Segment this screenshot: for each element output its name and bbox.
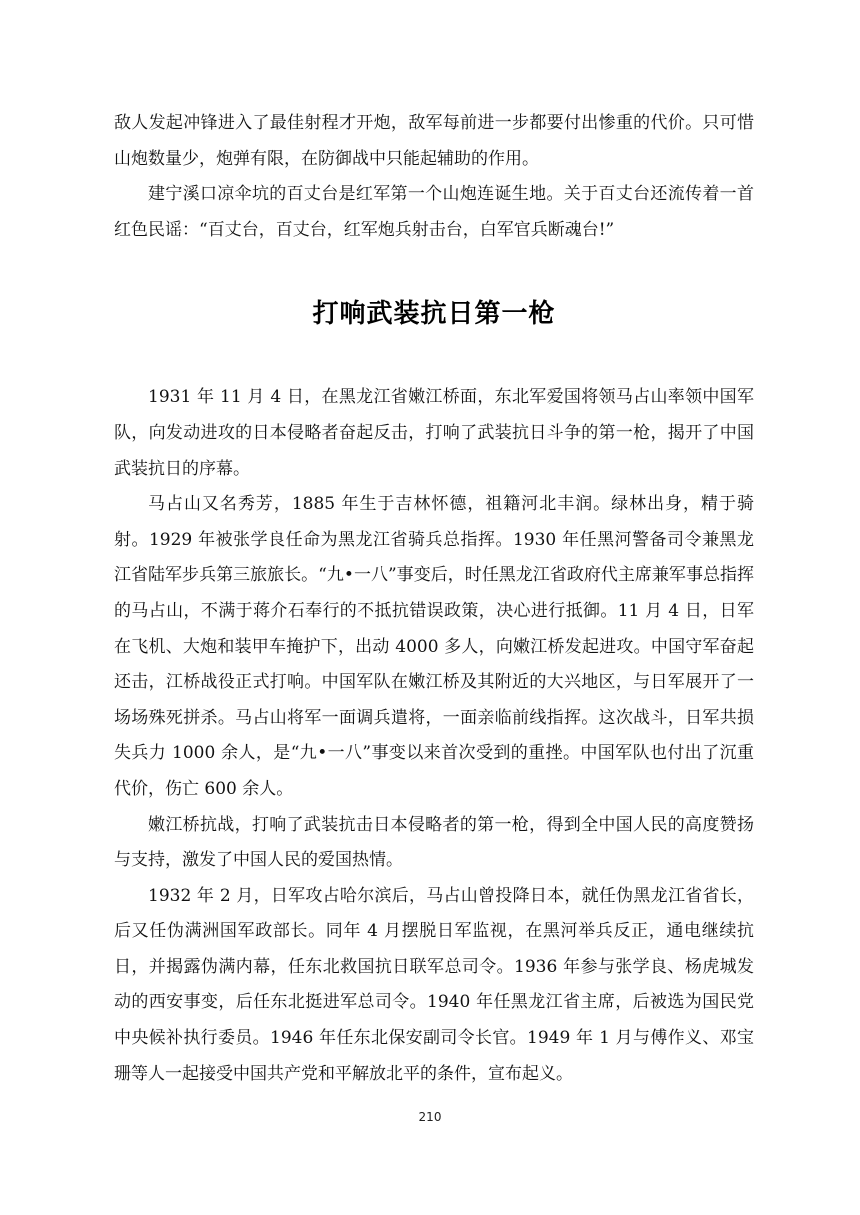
body-paragraph: 建宁溪口凉伞坑的百丈台是红军第一个山炮连诞生地。关于百丈台还流传着一首红色民谣：“百丈台，百丈台，红军炮兵射击台，白军官兵断魂台!” [114, 184, 754, 240]
body-paragraph: 1931 年 11 月 4 日，在黑龙江省嫩江桥面，东北军爱国将领马占山率领中国军队，向发动进攻的日本侵略者奋起反击，打响了武装抗日斗争的第一枪，揭开了中国武装抗日的序幕。 [114, 387, 754, 479]
body-paragraph: 1932 年 2 月，日军攻占哈尔滨后，马占山曾投降日本，就任伪黑龙江省省长，后又任伪满洲国军政部长。同年 4 月摆脱日军监视，在黑河举兵反正，通电继续抗日，并揭露伪满内幕，任东北救国抗日联军总司令。1936 年参与张学良、杨虎城发动的西安事变，后任东北挺进军总司令。1940 年任黑龙江省主席，后被选为国民党中央候补执行委员。1946 年任东北保安副司令长官。1949 年 1 月与傅作义、邓宝珊等人一起接受中国共产党和平解放北平的条件，宣布起义。 [114, 885, 754, 1084]
body-paragraph: 嫩江桥抗战，打响了武装抗击日本侵略者的第一枪，得到全中国人民的高度赞扬与支持，激发了中国人民的爱国热情。 [114, 814, 754, 871]
document-page [114, 106, 754, 1092]
body-paragraph: 马占山又名秀芳，1885 年生于吉林怀德，祖籍河北丰润。绿林出身，精于骑射。1929 年被张学良任命为黑龙江省骑兵总指挥。1930 年任黑河警备司令兼黑龙江省陆军步兵第三旅旅长。“九•一八”事变后，时任黑龙江省政府代主席兼军事总指挥的马占山，不满于蒋介石奉行的不抵抗错误政策，决心进行抵御。11 月 4 日，日军在飞机、大炮和装甲车掩护下，出动 4000 多人，向嫩江桥发起进攻。中国守军奋起还击，江桥战役正式打响。中国军队在嫩江桥及其附近的大兴地区，与日军展开了一场场殊死拼杀。马占山将军一面调兵遣将，一面亲临前线指挥。这次战斗，日军共损失兵力 1000 余人，是“九•一八”事变以来首次受到的重挫。中国军队也付出了沉重代价，伤亡 600 余人。 [114, 494, 754, 799]
body-paragraph-continued: 敌人发起冲锋进入了最佳射程才开炮，敌军每前进一步都要付出惨重的代价。只可惜山炮数量少，炮弹有限，在防御战中只能起辅助的作用。 [114, 113, 754, 169]
section-title: 打响武装抗日第一枪 [312, 299, 556, 330]
page-number: 210 [418, 1110, 442, 1124]
